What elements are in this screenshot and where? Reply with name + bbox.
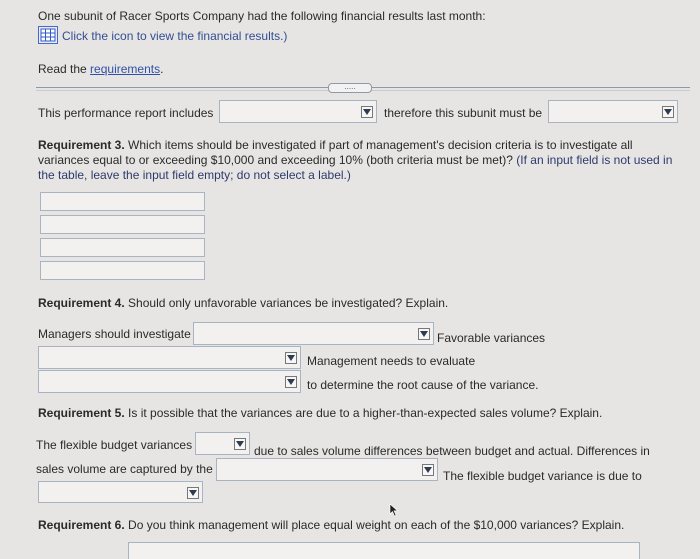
req5-dropdown-3[interactable] (38, 481, 203, 503)
chevron-down-icon (285, 352, 297, 364)
req4-label: Requirement 4. (38, 296, 125, 310)
requirements-link[interactable]: requirements (90, 62, 161, 76)
intro-text: One subunit of Racer Sports Company had the following financial results last month: (38, 9, 486, 23)
req6-line (38, 518, 624, 532)
chevron-down-icon (422, 464, 434, 476)
due-to-text: due to sales volume differences between budget and actual. Differences in (254, 444, 650, 458)
req5-line (38, 406, 602, 420)
flex-variance-dropdown[interactable] (195, 432, 250, 455)
flex-text: The flexible budget variances (36, 438, 193, 452)
req3-note3: the table, leave the input field empty; do not select a label.) (38, 168, 351, 182)
mouse-cursor-icon (389, 503, 399, 517)
req3-note2: (If an input field is not used in (516, 153, 673, 167)
chevron-down-icon (234, 438, 246, 450)
req3-answer-input-2[interactable] (40, 215, 205, 234)
captured-by-dropdown[interactable] (216, 458, 438, 481)
perf-prefix: This performance report includes (38, 106, 214, 120)
perf-middle: therefore this subunit must be (384, 106, 543, 120)
collapse-handle[interactable]: ..... (328, 83, 372, 93)
read-prefix: Read the (38, 62, 91, 76)
view-results-link[interactable]: Click the icon to view the financial results.) (62, 29, 288, 43)
chevron-down-icon (662, 106, 674, 118)
req4-text: Should only unfavorable variances be investigated? Explain. (124, 296, 449, 310)
req6-text: Do you think management will place equal weight on each of the $10,000 variances? Explain. (124, 518, 625, 532)
read-suffix: . (160, 62, 164, 76)
chevron-down-icon (361, 106, 373, 118)
root-cause-text: to determine the root cause of the variance. (307, 378, 539, 392)
favorable-text: Favorable variances (437, 331, 546, 345)
req3-answer-input-3[interactable] (40, 238, 205, 257)
req3-label: Requirement 3. (38, 138, 125, 152)
chevron-down-icon (285, 376, 297, 388)
read-requirements-line (38, 62, 163, 76)
req3-answer-input-1[interactable] (40, 192, 205, 211)
req4-dropdown-2[interactable] (38, 346, 301, 369)
managers-text: Managers should investigate (38, 327, 191, 341)
req6-answer-input[interactable] (128, 542, 640, 559)
req4-line (38, 296, 448, 310)
perf-report-dropdown[interactable] (219, 100, 377, 123)
req5-text: Is it possible that the variances are due to a higher-than-expected sales volume? Explain. (124, 406, 603, 420)
req3-text1: Which items should be investigated if part of management's decision criteria is to investigate all (124, 138, 633, 152)
captured-text: sales volume are captured by the (36, 462, 213, 476)
req3-line1 (38, 138, 633, 152)
req6-label: Requirement 6. (38, 518, 125, 532)
investigate-dropdown[interactable] (193, 322, 434, 345)
req4-dropdown-3[interactable] (38, 370, 301, 393)
req3-text2: variances equal to or exceeding $10,000 and exceeding 10% (both criteria must be met)? (38, 153, 517, 167)
req3-answer-input-4[interactable] (40, 261, 205, 280)
table-icon[interactable] (38, 26, 58, 44)
req5-label: Requirement 5. (38, 406, 125, 420)
chevron-down-icon (418, 328, 430, 340)
subunit-type-dropdown[interactable] (548, 100, 678, 123)
req3-line2 (38, 153, 672, 167)
mgmt-needs-text: Management needs to evaluate (307, 354, 476, 368)
flex-due-text: The flexible budget variance is due to (443, 469, 642, 483)
chevron-down-icon (187, 487, 199, 499)
